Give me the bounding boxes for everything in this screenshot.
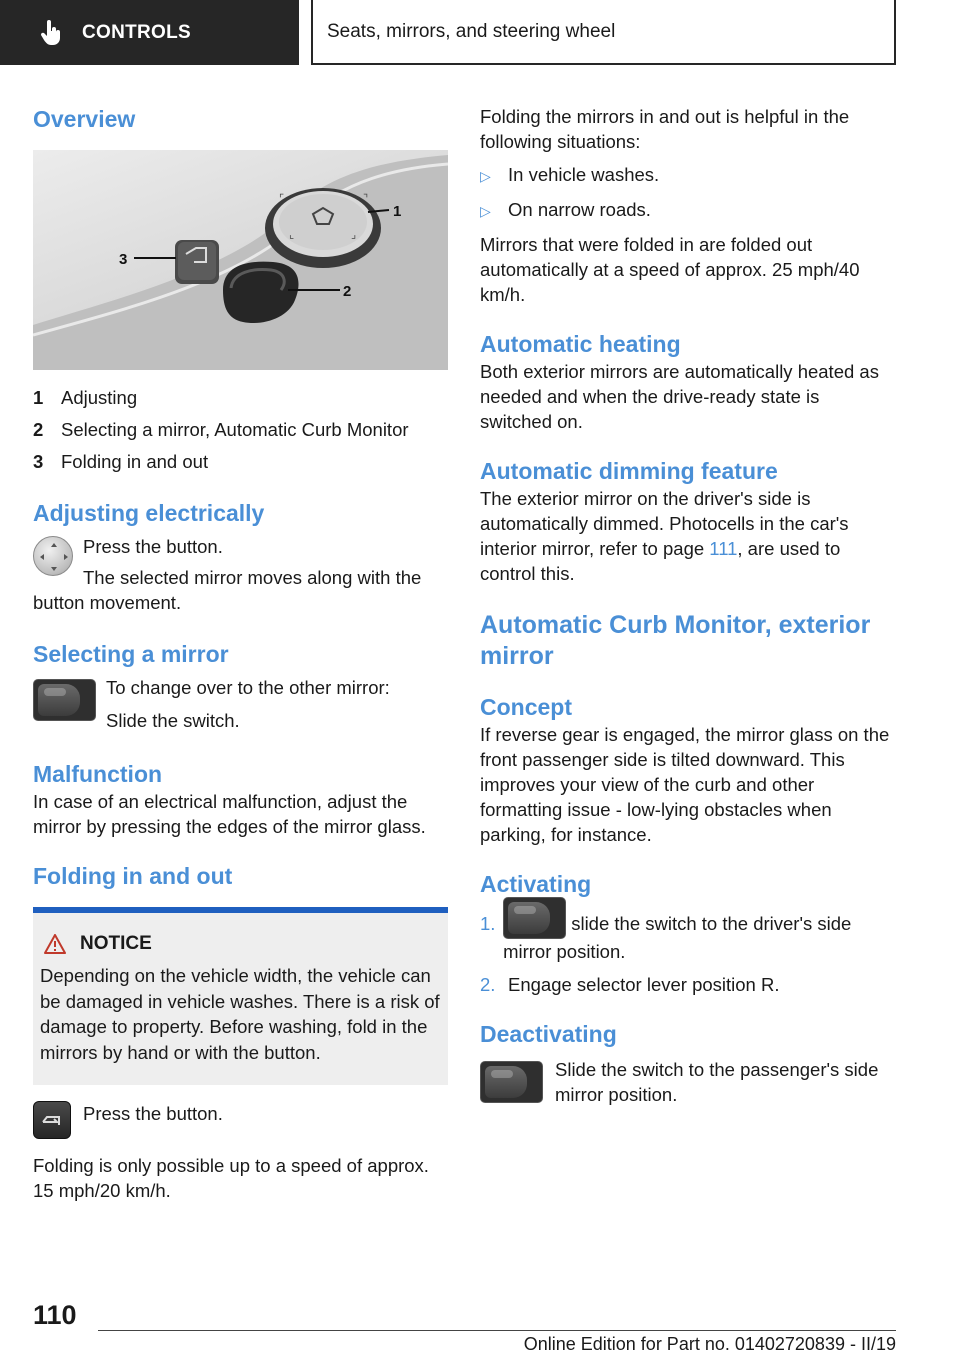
notice-title: NOTICE bbox=[80, 933, 152, 954]
photo-label-2: 2 bbox=[343, 283, 352, 300]
mirror-selector-switch-icon bbox=[480, 1061, 543, 1103]
legend-item: 1 Adjusting bbox=[33, 387, 138, 408]
mirror-controls-photo bbox=[33, 150, 448, 370]
page-number: 110 bbox=[33, 1300, 77, 1330]
overview-heading: Overview bbox=[33, 106, 136, 132]
page-ref-link[interactable]: 111 bbox=[709, 538, 738, 559]
list-item: 1. slide the switch to the driver's side mirror position. bbox=[480, 911, 895, 964]
adjusting-heading: Adjusting electrically bbox=[33, 500, 265, 526]
mirror-adjust-button-icon bbox=[33, 536, 73, 576]
mirror-selector-switch-icon bbox=[503, 897, 566, 939]
activating-heading: Activating bbox=[480, 871, 592, 897]
deactivating-block: Slide the switch to the passenger's side mirror position. bbox=[480, 1057, 895, 1107]
header-section-tab bbox=[0, 0, 299, 65]
notice-header bbox=[44, 933, 441, 955]
adjusting-block: Press the button. The selected mirror moves along with the bbox=[33, 534, 448, 590]
list-item: ▷ In vehicle washes. bbox=[480, 162, 895, 189]
fold-mirror-button-icon bbox=[33, 1101, 71, 1139]
notice-text: Depending on the vehicle width, the vehicle can be damaged in vehicle washes. There is a risk of damage to property. Before washing, fold in the mirrors by hand or with the button. bbox=[40, 965, 440, 1063]
fold-button-block: Press the button. bbox=[33, 1101, 448, 1139]
legend-item: 3 Folding in and out bbox=[33, 451, 209, 472]
svg-text:⌟: ⌟ bbox=[351, 228, 357, 241]
folding-heading: Folding in and out bbox=[33, 863, 233, 889]
mirror-selector-switch-icon bbox=[33, 679, 96, 721]
list-item: ▷ On narrow roads. bbox=[480, 197, 895, 224]
malfunction-heading: Malfunction bbox=[33, 761, 163, 787]
triangle-bullet-icon: ▷ bbox=[480, 168, 491, 184]
header-title-box bbox=[311, 0, 896, 65]
dimming-text: The exterior mirror on the driver's side is automatically dimmed. Photocells in the car's interior mirror, refer to page 111, are used to control this. bbox=[480, 488, 849, 584]
hand-pointer-icon bbox=[40, 20, 62, 46]
dimming-heading: Automatic dimming feature bbox=[480, 458, 778, 484]
legend-item: 2 Selecting a mirror, Automatic Curb Monitor bbox=[33, 419, 409, 440]
selecting-block: To change over to the other mirror: Slide the switch. bbox=[33, 675, 448, 733]
triangle-bullet-icon: ▷ bbox=[480, 203, 491, 219]
notice-box bbox=[33, 907, 448, 1085]
svg-text:⌜: ⌜ bbox=[279, 192, 285, 205]
left-column: Overview ⌜ ⌝ ⌞ ⌟ 1 2 3 1 Adjusting 2 Selecting a mirror, Automatic Curb Monitor 3 Folding in and out Adjusting electrically Press the button. The selected mirror moves along with the button movement. Selecting a mirror To change over to the other mirror: Slide the switch. Malfunction In case of an electrical malfunction, adjust the mirror by pressing the edges of the mirror glass. Folding in and out NOTICE Depending on the vehicle width, the vehicle can be damaged in vehicle washes. There is a risk of damage to property. Before washing, fold in the mirrors by hand or with the button. Press the button. Folding is only possible up to a speed of approx. 15 mph/20 km/h. bbox=[33, 100, 448, 1203]
photo-legend bbox=[33, 382, 448, 478]
svg-text:⌝: ⌝ bbox=[363, 192, 369, 205]
concept-heading: Concept bbox=[480, 694, 572, 720]
footer-divider bbox=[98, 1330, 896, 1331]
selecting-heading: Selecting a mirror bbox=[33, 641, 229, 667]
photo-label-1: 1 bbox=[393, 203, 402, 220]
svg-text:⌞: ⌞ bbox=[289, 228, 295, 241]
header-section-label: CONTROLS bbox=[82, 21, 192, 43]
deactivating-heading: Deactivating bbox=[480, 1021, 617, 1048]
warning-triangle-icon bbox=[44, 934, 66, 954]
photo-label-3: 3 bbox=[119, 251, 128, 268]
footer-edition: Online Edition for Part no. 01402720839 - II/19 bbox=[523, 1334, 896, 1354]
curb-monitor-heading: Automatic Curb Monitor, exterior mirror bbox=[480, 611, 871, 670]
list-item: 2. Engage selector lever position R. bbox=[480, 974, 780, 996]
right-column: Folding the mirrors in and out is helpful in the following situations: ▷ In vehicle washes. ▷ On narrow roads. Mirrors that were folded in are folded out automatically at a speed of approx. 25 mph/40 km/h. Automatic heating Both exterior mirrors are automatically heated as needed and when the drive-ready state is switched on. Automatic dimming feature The exterior mirror on the driver's side is automatically dimmed. Photocells in the car's interior mirror, refer to page 111, are used to control this. Automatic Curb Monitor, exterior mirror Concept If reverse gear is engaged, the mirror glass on the front passenger side is tilted downward. This improves your view of the curb and other formatting issue - low-lying obstacles when parking, for instance. Activating 1. slide the switch to the driver's side mirror position. 2. Engage selector lever position R. Deactivating Slide the switch to the passenger's side mirror position. bbox=[480, 104, 895, 1107]
header-chapter-title: Seats, mirrors, and steering wheel bbox=[327, 20, 616, 42]
heating-heading: Automatic heating bbox=[480, 331, 681, 357]
